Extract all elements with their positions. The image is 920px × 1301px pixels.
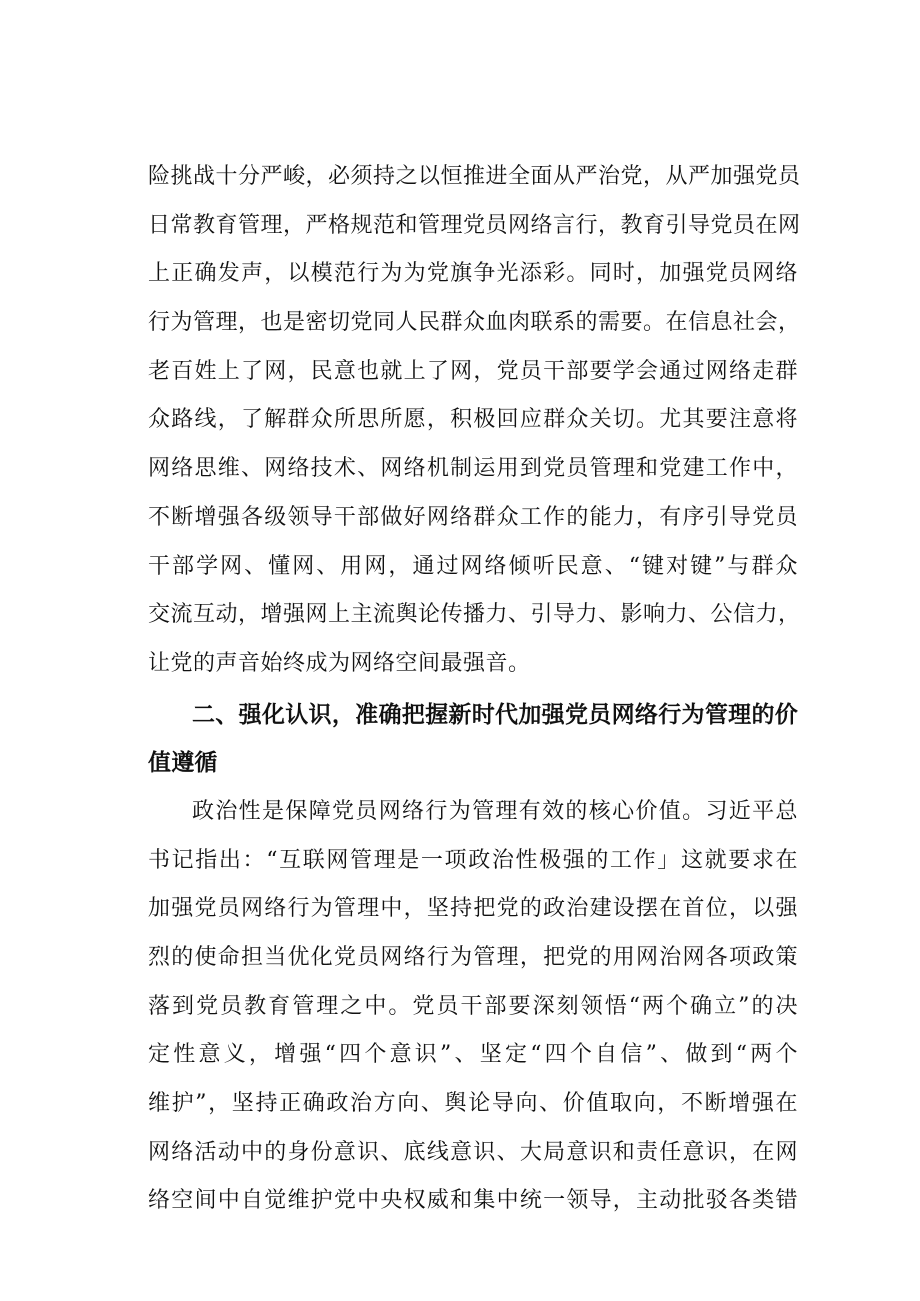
section-heading: [148, 691, 798, 788]
heading-line: 二、强化认识，准确把握新时代加强党员网络行为管理的价: [192, 701, 798, 728]
paragraph-1: [148, 153, 801, 689]
text-line: 落到党员教育管理之中。党员干部要深刻领悟“两个确立”的决: [148, 993, 798, 1019]
text-line: 干部学网、懂网、用网，通过网络倾听民意、“键对键”与群众: [148, 553, 798, 579]
text-line: 维护”，坚持正确政治方向、舆论导向、价值取向，不断增强在: [148, 1091, 798, 1117]
text-line: 行为管理，也是密切党同人民群众血肉联系的需要。在信息社会，: [148, 310, 801, 336]
text-line: 险挑战十分严峻，必须持之以恒推进全面从严治党，从严加强党员: [148, 164, 801, 189]
paragraph-2: [148, 788, 798, 1226]
text-line: 上正确发声，以模范行为为党旗争光添彩。同时，加强党员网络: [148, 261, 798, 287]
text-line: 老百姓上了网，民意也就上了网，党员干部要学会通过网络走群: [148, 358, 798, 384]
heading-line: 值遵循: [148, 750, 218, 777]
text-line: 定性意义，增强“四个意识”、坚定“四个自信”、做到“两个: [148, 1042, 798, 1068]
text-line: 让党的声音始终成为网络空间最强音。: [148, 650, 531, 676]
text-line: 政治性是保障党员网络行为管理有效的核心价值。习近平总: [192, 798, 798, 824]
text-line: 络空间中自觉维护党中央权威和集中统一领导，主动批驳各类错: [148, 1188, 798, 1214]
text-line: 日常教育管理，严格规范和管理党员网络言行，教育引导党员在网: [148, 212, 801, 238]
text-line: 网络思维、网络技术、网络机制运用到党员管理和党建工作中，: [148, 456, 798, 482]
document-body: [148, 153, 801, 1226]
text-line: 众路线，了解群众所思所愿，积极回应群众关切。尤其要注意将: [148, 407, 798, 433]
text-line: 加强党员网络行为管理中，坚持把党的政治建设摆在首位，以强: [148, 896, 798, 922]
text-line: 交流互动，增强网上主流舆论传播力、引导力、影响力、公信力，: [148, 602, 801, 628]
text-line: 书记指出：“互联网管理是一项政治性极强的工作」这就要求在: [148, 847, 798, 873]
text-line: 烈的使命担当优化党员网络行为管理，把党的用网治网各项政策: [148, 945, 798, 970]
text-line: 不断增强各级领导干部做好网络群众工作的能力，有序引导党员: [148, 504, 798, 530]
text-line: 网络活动中的身份意识、底线意识、大局意识和责任意识，在网: [148, 1139, 798, 1165]
